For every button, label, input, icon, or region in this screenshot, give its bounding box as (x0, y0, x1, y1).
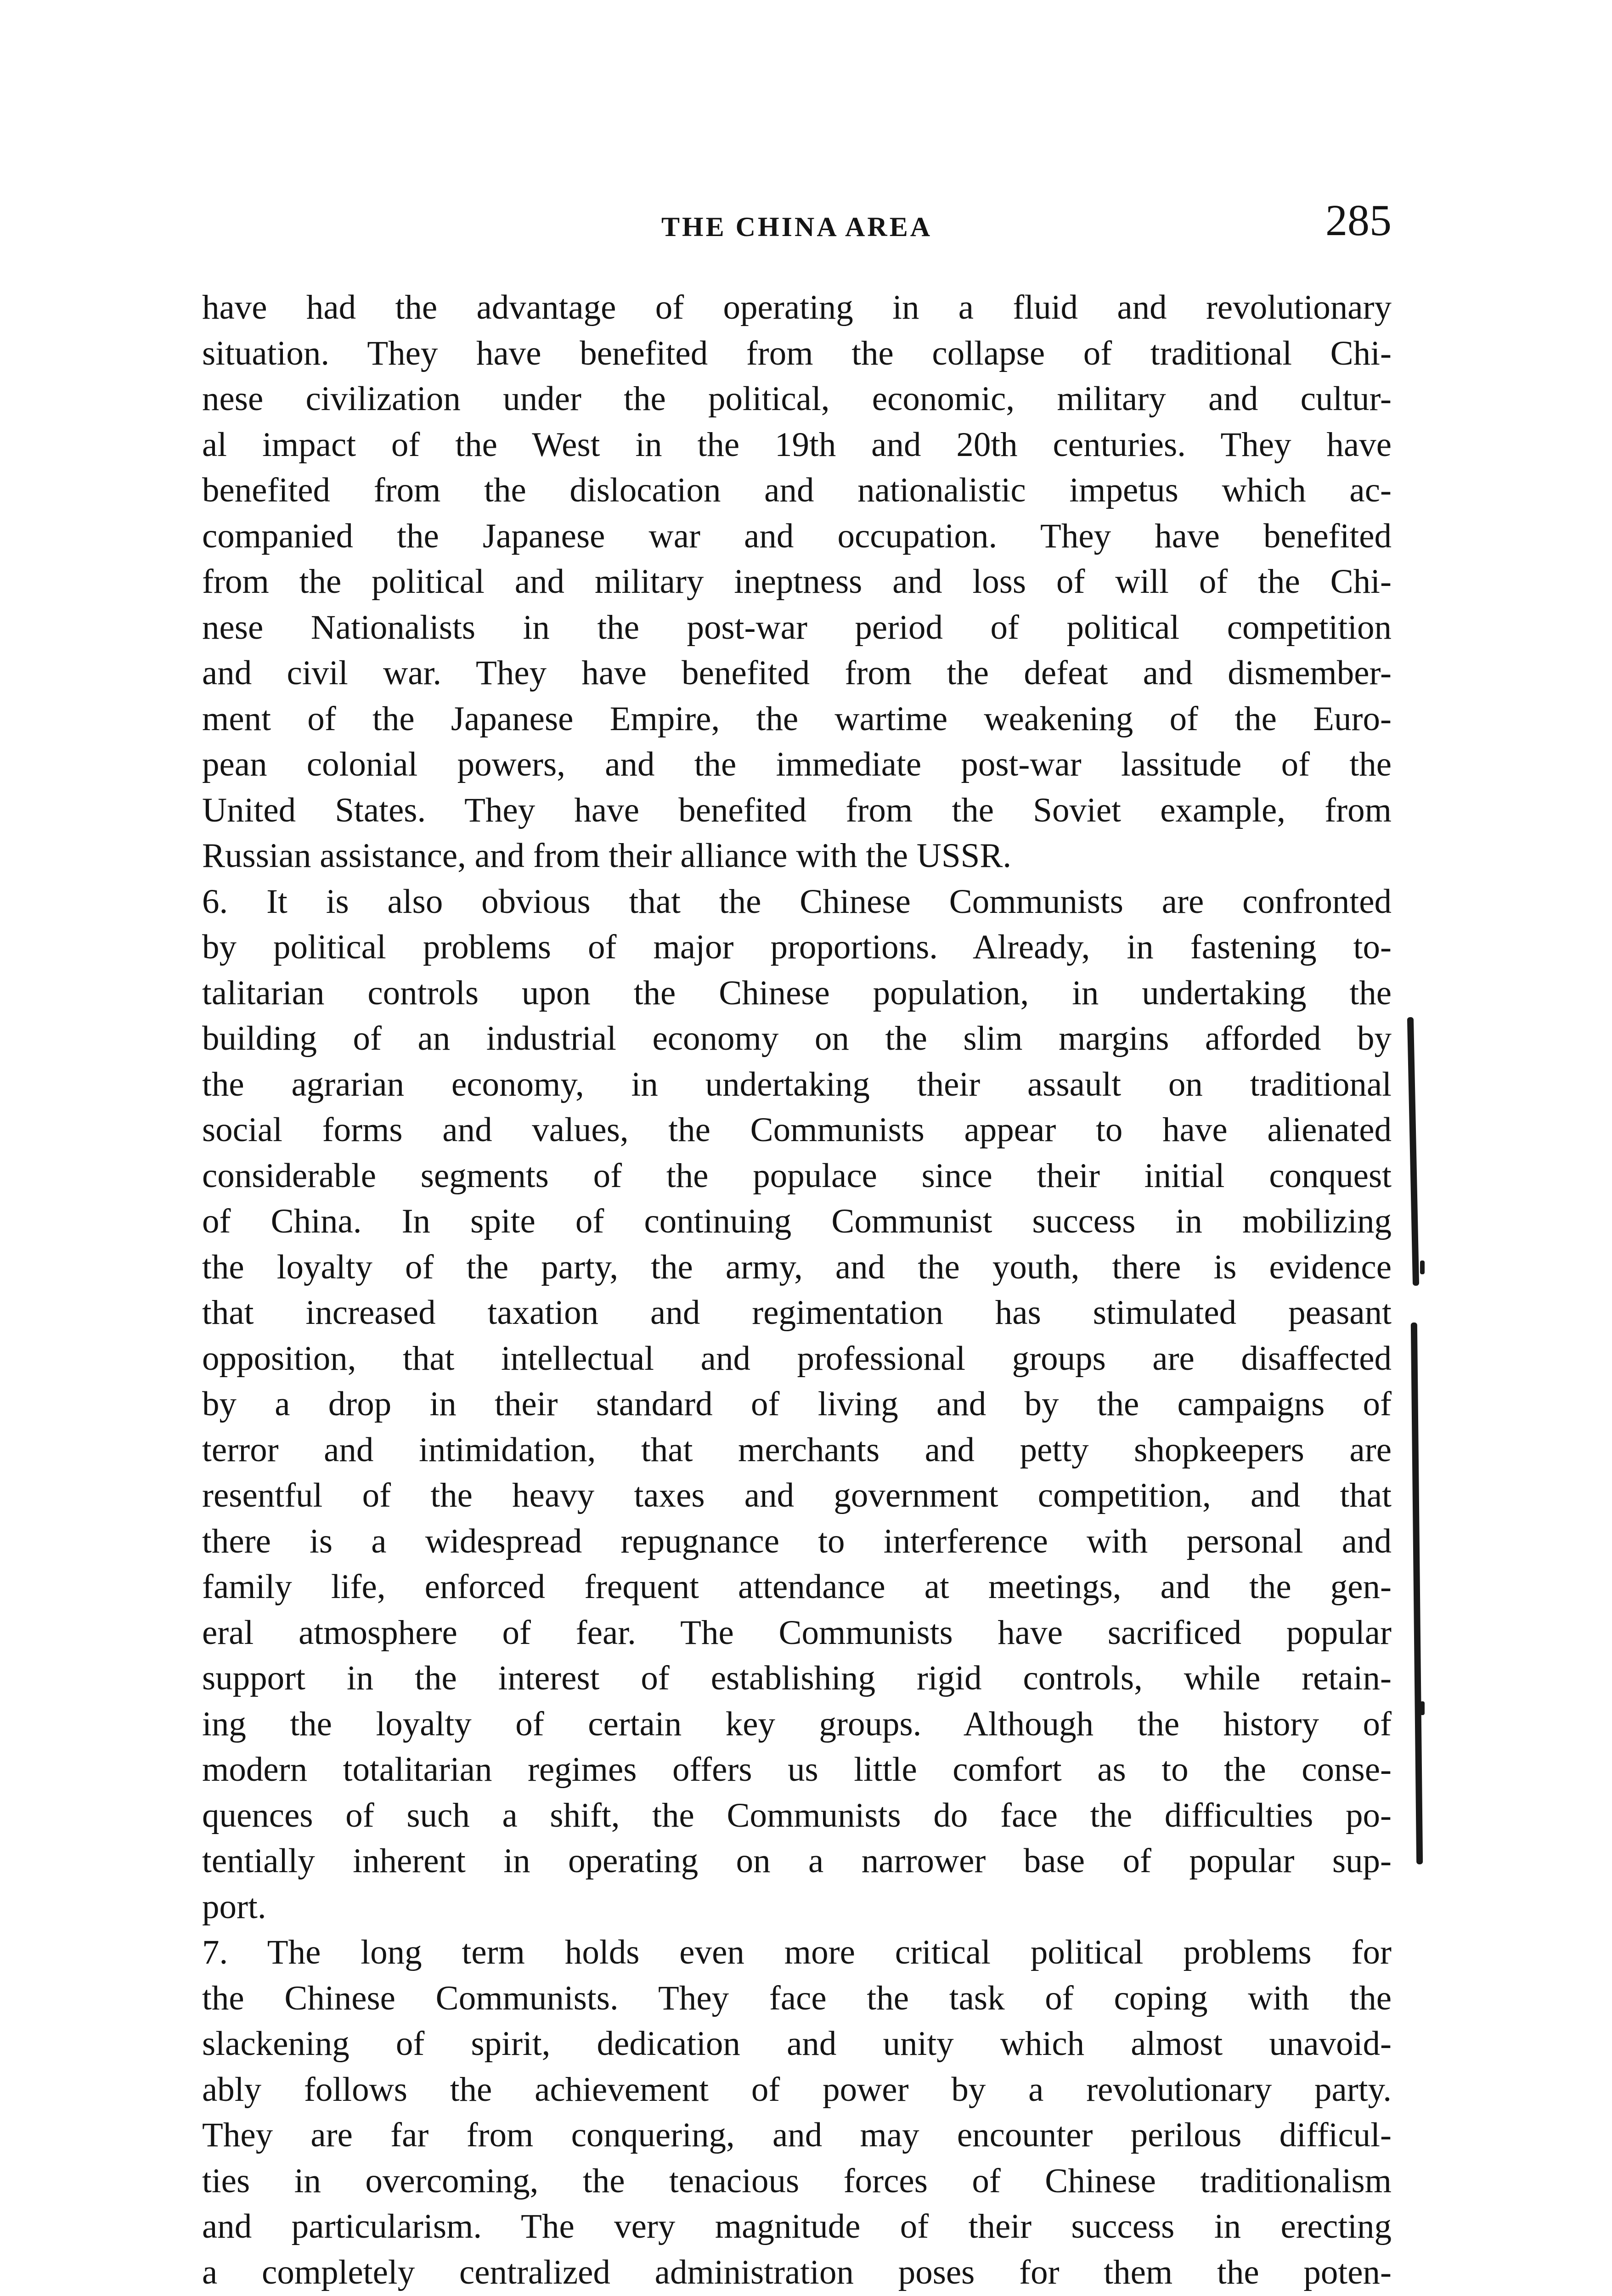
text-line: quences of such a shift, the Communists do face the difficulties po- (202, 1796, 1392, 1835)
text-line: talitarian controls upon the Chinese population, in undertaking the (202, 974, 1392, 1012)
text-line: there is a widespread repugnance to interference with personal and (202, 1522, 1392, 1560)
body-text (202, 285, 1392, 2296)
margin-pencil-tick (1420, 1261, 1425, 1274)
running-head (202, 193, 1392, 248)
text-line: slackening of spirit, dedication and unity which almost unavoid- (202, 2025, 1392, 2063)
text-line: building of an industrial economy on the slim margins afforded by (202, 1019, 1392, 1058)
margin-pencil-tick (1420, 1701, 1425, 1715)
text-line: and civil war. They have benefited from the defeat and dismember- (202, 654, 1392, 692)
text-line: ably follows the achievement of power by a revolutionary party. (202, 2070, 1392, 2109)
text-line: situation. They have benefited from the collapse of traditional Chi- (202, 334, 1392, 372)
text-line: Russian assistance, and from their alliance with the USSR. (202, 837, 1012, 875)
text-line: resentful of the heavy taxes and government competition, and that (202, 1476, 1392, 1514)
text-line: nese civilization under the political, economic, military and cultur- (202, 380, 1392, 418)
text-line: ment of the Japanese Empire, the wartime weakening of the Euro- (202, 699, 1392, 738)
text-line: tentially inherent in operating on a narrower base of popular sup- (202, 1842, 1392, 1880)
text-line: by a drop in their standard of living and by the campaigns of (202, 1385, 1392, 1423)
text-line: ties in overcoming, the tenacious forces of Chinese traditionalism (202, 2161, 1392, 2200)
text-line: a completely centralized administration poses for them the poten- (202, 2253, 1392, 2291)
text-line: family life, enforced frequent attendance at meetings, and the gen- (202, 1568, 1392, 1606)
text-line: port. (202, 1887, 266, 1926)
text-line: considerable segments of the populace since their initial conquest (202, 1156, 1392, 1195)
text-line: terror and intimidation, that merchants and petty shopkeepers are (202, 1430, 1392, 1469)
text-line: United States. They have benefited from the Soviet example, from (202, 791, 1392, 829)
text-line: the Chinese Communists. They face the task of coping with the (202, 1979, 1392, 2017)
paragraph-start-line: 6. It is also obvious that the Chinese Communists are confronted (202, 882, 1392, 921)
running-title: THE CHINA AREA (661, 212, 933, 242)
text-line: companied the Japanese war and occupation. They have benefited (202, 517, 1392, 555)
paragraph-start-line: 7. The long term holds even more critical political problems for (202, 1933, 1392, 1971)
text-line: eral atmosphere of fear. The Communists have sacrificed popular (202, 1613, 1392, 1652)
text-line: have had the advantage of operating in a fluid and revolutionary (202, 288, 1392, 326)
text-line: the loyalty of the party, the army, and the youth, there is evidence (202, 1248, 1392, 1286)
text-line: support in the interest of establishing rigid controls, while retain- (202, 1659, 1392, 1697)
text-line: of China. In spite of continuing Communist success in mobilizing (202, 1202, 1392, 1240)
text-line: from the political and military ineptness and loss of will of the Chi- (202, 563, 1392, 601)
text-line: opposition, that intellectual and professional groups are disaffected (202, 1339, 1392, 1378)
text-line: benefited from the dislocation and nationalistic impetus which ac- (202, 471, 1392, 509)
text-line: and particularism. The very magnitude of their success in erecting (202, 2207, 1392, 2245)
text-line: They are far from conquering, and may encounter perilous difficul- (202, 2116, 1392, 2154)
text-line: by political problems of major proportions. Already, in fastening to- (202, 928, 1392, 966)
margin-pencil-mark (1411, 1322, 1423, 1864)
text-line: ing the loyalty of certain key groups. Although the history of (202, 1705, 1392, 1743)
page-number: 285 (1325, 196, 1392, 245)
text-line: nese Nationalists in the post-war period of political competition (202, 608, 1392, 647)
text-line: that increased taxation and regimentation has stimulated peasant (202, 1294, 1392, 1332)
text-line: modern totalitarian regimes offers us little comfort as to the conse- (202, 1750, 1392, 1789)
margin-pencil-mark (1407, 1017, 1419, 1286)
text-line: the agrarian economy, in undertaking their assault on traditional (202, 1065, 1392, 1103)
text-line: social forms and values, the Communists appear to have alienated (202, 1111, 1392, 1149)
text-line: al impact of the West in the 19th and 20th centuries. They have (202, 425, 1392, 464)
text-line: pean colonial powers, and the immediate post-war lassitude of the (202, 745, 1392, 783)
